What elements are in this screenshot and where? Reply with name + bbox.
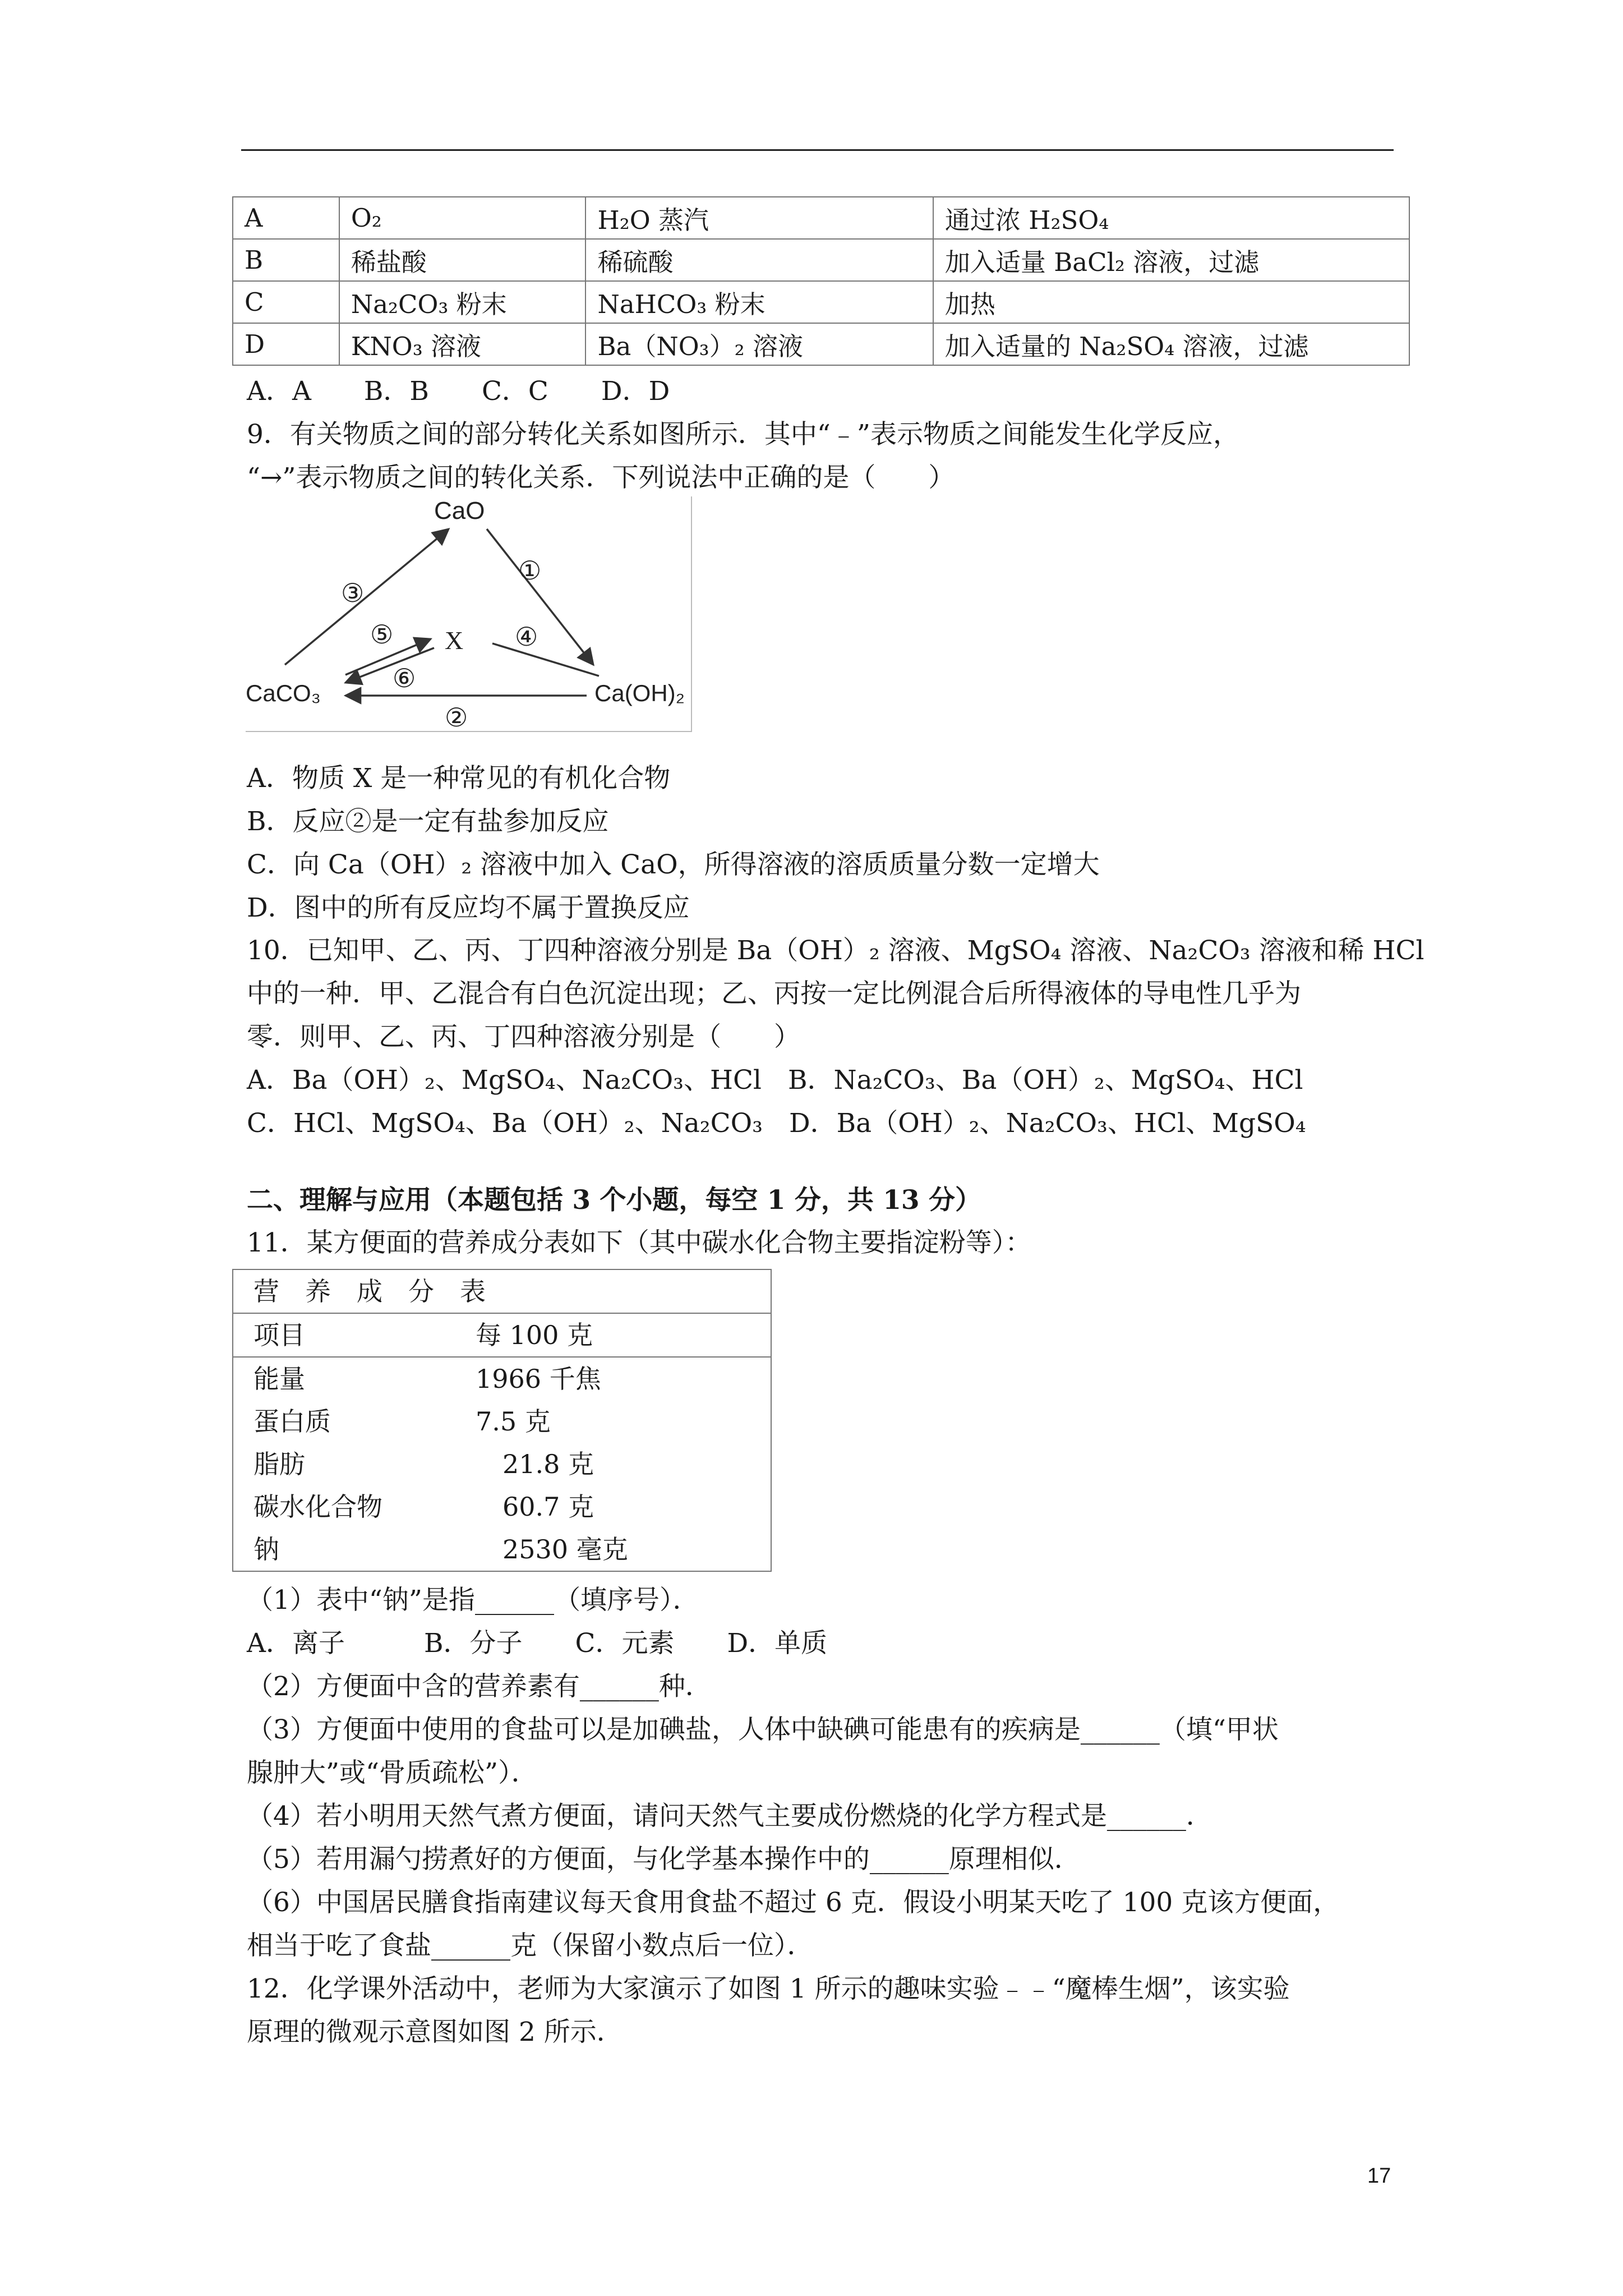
- q8-options: A．A B．B C．C D．D: [247, 376, 670, 407]
- table-cell: B: [233, 239, 339, 281]
- table-row: [233, 281, 1409, 323]
- nutrition-table: [232, 1269, 772, 1572]
- page-number: 17: [1367, 2164, 1391, 2188]
- q11-part4: （4）若小明用天然气煮方便面，请问天然气主要成份燃烧的化学方程式是______．: [247, 1801, 1212, 1832]
- table-cell: 稀盐酸: [339, 239, 586, 281]
- q11-part3-line1: （3）方便面中使用的食盐可以是加碘盐，人体中缺碘可能患有的疾病是______（填“甲状: [247, 1714, 1279, 1745]
- table-row: [233, 323, 1409, 365]
- nutrient-name: 脂肪: [253, 1449, 305, 1479]
- nutrient-name: 能量: [253, 1364, 305, 1394]
- q12-line2: 原理的微观示意图如图 2 所示．: [247, 2017, 623, 2047]
- reaction-label-6: ⑥: [393, 663, 416, 693]
- q11-part5: （5）若用漏勺捞煮好的方便面，与化学基本操作中的______原理相似．: [247, 1844, 1081, 1875]
- table-row: [233, 197, 1409, 239]
- header-rule: [241, 149, 1394, 151]
- table-cell: O₂: [339, 197, 586, 239]
- q11-part2: （2）方便面中含的营养素有______种．: [247, 1671, 712, 1702]
- reaction-label-2: ②: [445, 702, 468, 732]
- label-caoh2: Ca(OH)₂: [594, 680, 685, 706]
- table-cell: 加入适量 BaCl₂ 溶液，过滤: [933, 239, 1409, 281]
- reaction-label-3: ③: [341, 578, 365, 608]
- nutrient-value: 21.8 克: [502, 1449, 594, 1479]
- label-caco3: CaCO₃: [246, 680, 321, 706]
- table-cell: 通过浓 H₂SO₄: [933, 197, 1409, 239]
- line-x-caoh2: [492, 643, 599, 676]
- table-cell: 加入适量的 Na₂SO₄ 溶液，过滤: [933, 323, 1409, 365]
- q9-stem-line1: 9．有关物质之间的部分转化关系如图所示．其中“﹣”表示物质之间能发生化学反应，: [247, 419, 1239, 450]
- header-item: 项目: [253, 1320, 305, 1350]
- table-row: [233, 1400, 771, 1443]
- arrow-caco3-to-cao: [285, 529, 449, 665]
- q9-option-c: C．向 Ca（OH）₂ 溶液中加入 CaO，所得溶液的溶质质量分数一定增大: [247, 849, 1100, 880]
- table-cell: 稀硫酸: [585, 239, 933, 281]
- conversion-diagram: [246, 496, 692, 732]
- table-cell: A: [233, 197, 339, 239]
- q10-line3: 零．则甲、乙、丙、丁四种溶液分别是（ ）: [247, 1022, 800, 1052]
- q10-options-ab: A．Ba（OH）₂、MgSO₄、Na₂CO₃、HCl B．Na₂CO₃、Ba（OH）₂、MgSO₄、HCl: [247, 1065, 1303, 1096]
- q11-part1: （1）表中“钠”是指______（填序号）．: [247, 1585, 699, 1616]
- q9-option-d: D．图中的所有反应均不属于置换反应: [247, 892, 690, 923]
- table-cell: D: [233, 323, 339, 365]
- q9-option-b: B．反应②是一定有盐参加反应: [247, 806, 609, 837]
- table-cell: Na₂CO₃ 粉末: [339, 281, 586, 323]
- reaction-label-5: ⑤: [370, 619, 394, 650]
- nutrient-value: 60.7 克: [502, 1492, 594, 1522]
- q11-part6-line2: 相当于吃了食盐______克（保留小数点后一位）．: [247, 1930, 814, 1961]
- nutrition-table-title-row: [233, 1270, 771, 1314]
- table-row: [233, 1485, 771, 1528]
- table-cell: NaHCO₃ 粉末: [585, 281, 933, 323]
- table-row: [233, 1358, 771, 1400]
- label-cao: CaO: [434, 497, 485, 524]
- q11-part6-line1: （6）中国居民膳食指南建议每天食用食盐不超过 6 克．假设小明某天吃了 100 克该方便面，: [247, 1887, 1340, 1918]
- separation-options-table: [232, 196, 1410, 366]
- q10-line2: 中的一种．甲、乙混合有白色沉淀出现；乙、丙按一定比例混合后所得液体的导电性几乎为: [247, 978, 1301, 1009]
- nutrient-value: 2530 毫克: [502, 1534, 628, 1565]
- q9-stem-line2: “→”表示物质之间的转化关系．下列说法中正确的是（ ）: [247, 462, 955, 493]
- q10-options-cd: C．HCl、MgSO₄、Ba（OH）₂、Na₂CO₃ D．Ba（OH）₂、Na₂CO₃、HCl、MgSO₄: [247, 1108, 1306, 1139]
- arrow-cao-to-caoh2: [487, 529, 593, 665]
- q10-line1: 10．已知甲、乙、丙、丁四种溶液分别是 Ba（OH）₂ 溶液、MgSO₄ 溶液、Na₂CO₃ 溶液和稀 HCl: [247, 935, 1424, 966]
- nutrient-value: 7.5 克: [476, 1406, 551, 1437]
- table-cell: KNO₃ 溶液: [339, 323, 586, 365]
- section2-heading: 二、理解与应用（本题包括 3 个小题，每空 1 分，共 13 分）: [247, 1185, 981, 1216]
- table-cell: H₂O 蒸汽: [585, 197, 933, 239]
- q11-part1-options: A．离子 B．分子 C．元素 D．单质: [247, 1628, 828, 1659]
- table-row: [233, 1443, 771, 1485]
- arrow-x-to-caco3: [345, 648, 434, 683]
- nutrient-name: 蛋白质: [253, 1406, 331, 1437]
- nutrient-value: 1966 千焦: [476, 1364, 601, 1394]
- table-cell: Ba（NO₃）₂ 溶液: [585, 323, 933, 365]
- nutrition-table-title: 营 养 成 分 表: [253, 1276, 486, 1306]
- table-row: [233, 1528, 771, 1571]
- nutrition-table-header-row: [233, 1314, 771, 1358]
- table-row: [233, 239, 1409, 281]
- label-x: X: [445, 626, 464, 655]
- table-cell: 加热: [933, 281, 1409, 323]
- nutrient-name: 钠: [253, 1534, 279, 1565]
- table-cell: C: [233, 281, 339, 323]
- nutrient-name: 碳水化合物: [253, 1492, 382, 1522]
- q12-line1: 12．化学课外活动中，老师为大家演示了如图 1 所示的趣味实验﹣﹣“魔棒生烟”，该实验: [247, 1973, 1290, 2004]
- q9-option-a: A．物质 X 是一种常见的有机化合物: [247, 763, 671, 794]
- q11-stem: 11．某方便面的营养成分表如下（其中碳水化合物主要指淀粉等）：: [247, 1227, 1032, 1258]
- q11-part3-line2: 腺肿大”或“骨质疏松”）．: [247, 1757, 538, 1788]
- header-per-100g: 每 100 克: [476, 1320, 593, 1350]
- reaction-label-4: ④: [515, 622, 538, 652]
- reaction-label-1: ①: [518, 555, 542, 586]
